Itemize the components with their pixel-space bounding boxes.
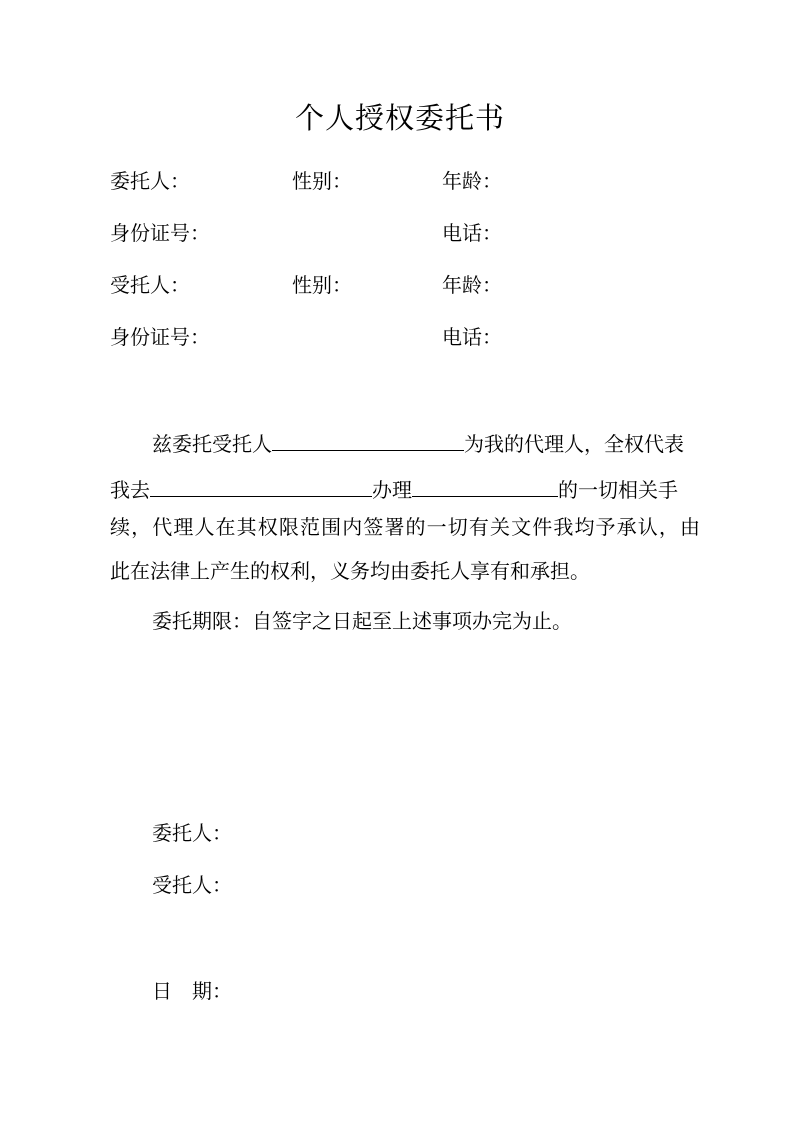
body-line-3: 续，代理人在其权限范围内签署的一切有关文件我均予承认，由: [110, 515, 700, 539]
principal-phone-label: 电话：: [442, 221, 502, 245]
agent-phone-label: 电话：: [442, 325, 502, 349]
destination-blank[interactable]: [150, 474, 372, 497]
body-line-2-text-c: 的一切相关手: [558, 478, 678, 502]
principal-name-label: 委托人：: [110, 169, 190, 193]
page-title: 个人授权委托书: [294, 101, 505, 135]
body-line-1-text-a: 兹委托受托人: [152, 432, 272, 456]
body-line-2-text-a: 我去: [110, 478, 150, 502]
matter-blank[interactable]: [412, 474, 558, 497]
signature-principal-label: 委托人：: [152, 821, 232, 845]
signature-date-label: 日 期：: [152, 979, 232, 1003]
agent-gender-label: 性别：: [292, 273, 352, 297]
body-line-1-text-b: 为我的代理人，全权代表: [464, 432, 684, 456]
body-line-2: [110, 474, 678, 505]
agent-id-label: 身份证号：: [110, 325, 210, 349]
body-line-4: 此在法律上产生的权利，义务均由委托人享有和承担。: [110, 559, 590, 583]
principal-id-label: 身份证号：: [110, 221, 210, 245]
principal-gender-label: 性别：: [292, 169, 352, 193]
term-clause: 委托期限：自签字之日起至上述事项办完为止。: [152, 609, 572, 633]
agent-age-label: 年龄：: [442, 273, 502, 297]
signature-agent-label: 受托人：: [152, 873, 232, 897]
body-line-1: [152, 428, 684, 459]
agent-name-blank[interactable]: [272, 428, 464, 451]
body-line-2-text-b: 办理: [372, 478, 412, 502]
principal-age-label: 年龄：: [442, 169, 502, 193]
agent-name-label: 受托人：: [110, 273, 190, 297]
